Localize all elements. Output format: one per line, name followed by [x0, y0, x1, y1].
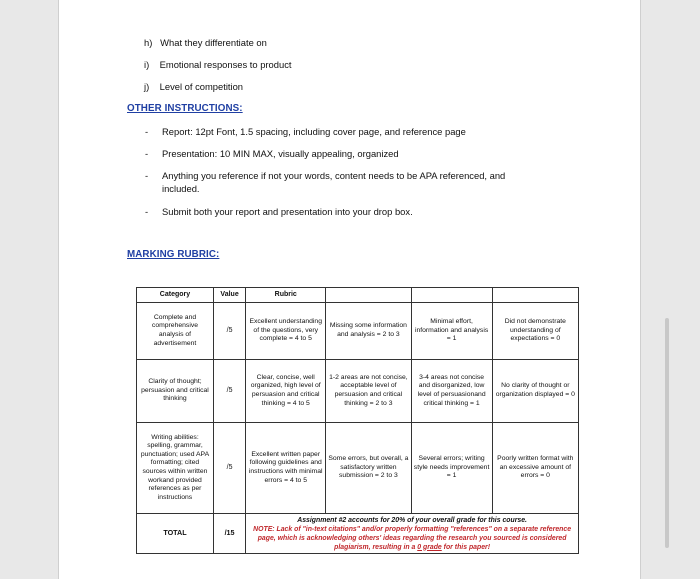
- category-cell: Complete and comprehensive analysis of advertisement: [137, 303, 214, 360]
- category-header: Category: [137, 288, 214, 303]
- level-cell: No clarity of thought or organization displayed = 0: [492, 360, 578, 423]
- level-cell: 1-2 areas are not concise, acceptable level of persuasion and critical thinking = 2 to 3: [326, 360, 411, 423]
- grade-weight-note: Assignment #2 accounts for 20% of your overall grade for this course.: [297, 516, 527, 524]
- level-cell: Several errors; writing style needs improvement = 1: [411, 423, 492, 514]
- level-cell: Clear, concise, well organized, high level of persuasion and critical thinking = 4 to 5: [246, 360, 326, 423]
- category-cell: Clarity of thought; persuasion and critical thinking: [137, 360, 214, 423]
- level-cell: Minimal effort, information and analysis = 1: [411, 303, 492, 360]
- level-cell: Did not demonstrate understanding of expectations = 0: [492, 303, 578, 360]
- level-cell: Missing some information and analysis = 2 to 3: [326, 303, 411, 360]
- level-cell: Poorly written format with an excessive amount of errors = 0: [492, 423, 578, 514]
- value-cell: /5: [213, 423, 245, 514]
- rubric-table: [136, 287, 579, 554]
- instruction-bullet: - Submit both your report and presentation into your drop box.: [145, 206, 413, 217]
- total-label: TOTAL: [137, 514, 214, 554]
- category-cell: Writing abilities: spelling, grammar, punctuation; used APA formatting; cited sources within written workand provided references as per instructions: [137, 423, 214, 514]
- page-margin-left: [0, 0, 59, 579]
- vertical-scrollbar[interactable]: [665, 318, 669, 548]
- grading-note: [246, 514, 579, 554]
- value-cell: /5: [213, 360, 245, 423]
- rubric-header-row: [137, 288, 579, 303]
- instruction-bullet: - Presentation: 10 MIN MAX, visually appealing, organized: [145, 148, 399, 159]
- list-item-h: h) What they differentiate on: [144, 37, 267, 48]
- other-instructions-heading: OTHER INSTRUCTIONS:: [127, 103, 243, 114]
- instruction-bullet: - Report: 12pt Font, 1.5 spacing, including cover page, and reference page: [145, 126, 466, 137]
- table-row: [137, 360, 579, 423]
- plagiarism-warning: NOTE: Lack of "in-text citations" and/or properly formatting "references" on a separate reference page, which is acknowledging others' ideas regarding the research you sourced is considered plagiarism, resulting in a 0 grade for this paper!: [253, 525, 572, 551]
- instruction-bullet: - Anything you reference if not your words, content needs to be APA referenced, and included.: [145, 170, 506, 194]
- list-item-i: i) Emotional responses to product: [144, 59, 292, 70]
- marking-rubric-heading: MARKING RUBRIC:: [127, 249, 220, 260]
- page-margin-right: [640, 0, 700, 579]
- rubric-header: Rubric: [246, 288, 326, 303]
- level-cell: Some errors, but overall, a satisfactory written submission = 2 to 3: [326, 423, 411, 514]
- level-cell: 3-4 areas not concise and disorganized, low level of persuasionand critical thinking = 1: [411, 360, 492, 423]
- table-row: [137, 423, 579, 514]
- level-cell: Excellent written paper following guidelines and instructions with minimal errors = 4 to 5: [246, 423, 326, 514]
- total-value: /15: [213, 514, 245, 554]
- level-cell: Excellent understanding of the questions, very complete = 4 to 5: [246, 303, 326, 360]
- total-row: [137, 514, 579, 554]
- value-cell: /5: [213, 303, 245, 360]
- value-header: Value: [213, 288, 245, 303]
- table-row: [137, 303, 579, 360]
- list-item-j: j) Level of competition: [144, 81, 244, 92]
